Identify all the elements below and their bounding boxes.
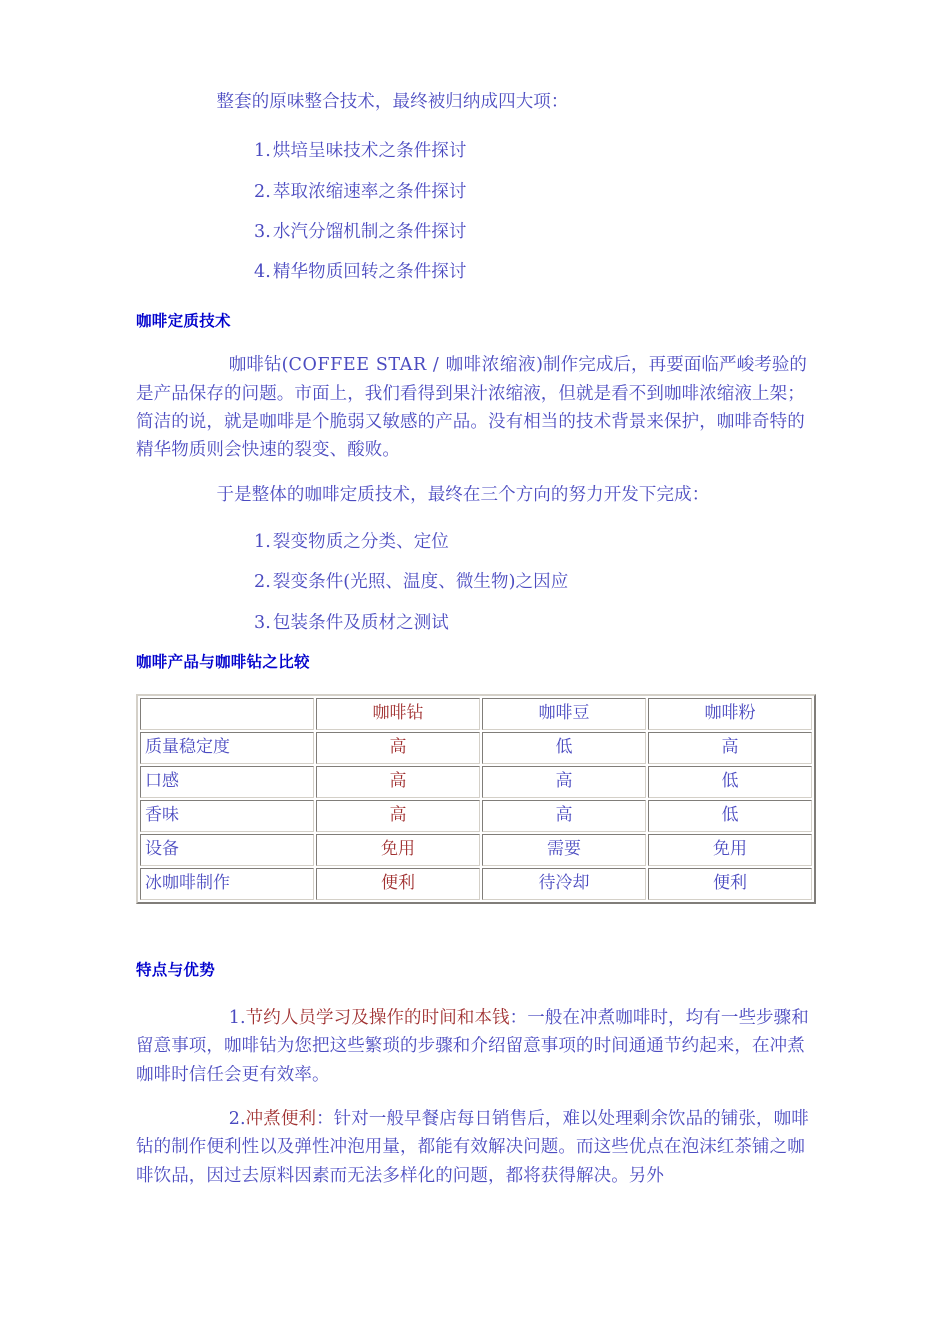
table-row [140, 834, 812, 866]
table-cell: 高 [482, 800, 646, 832]
intro-list [136, 138, 810, 285]
feature-body: ：一般在冲煮咖啡时，均有一些步骤和留意事项，咖啡钻为您把这些繁琐的步骤和介绍留意事项的时间通通节约起来，在冲煮咖啡时信任会更有效率。 [136, 1007, 809, 1085]
feature-paragraph-2 [136, 1105, 810, 1190]
table-header-cell-powder: 咖啡粉 [648, 698, 812, 730]
list-item-label: 包装条件及质材之测试 [272, 612, 449, 633]
table-row-label: 香味 [140, 800, 314, 832]
table-cell: 高 [316, 732, 480, 764]
feature-index: 1. [228, 1007, 246, 1028]
table-cell: 低 [648, 766, 812, 798]
list-item-index: 3. [254, 612, 271, 633]
list-item-index: 2. [254, 181, 271, 202]
section-heading-compare: 咖啡产品与咖啡钻之比较 [136, 652, 310, 671]
list-item-label: 裂变条件(光照、温度、微生物)之因应 [272, 572, 569, 593]
product-english-name: COFFEE STAR / 咖啡浓缩液 [288, 355, 537, 376]
list-item [136, 259, 810, 285]
table-cell: 高 [482, 766, 646, 798]
section-heading-quality: 咖啡定质技术 [136, 312, 231, 331]
table-cell: 高 [316, 800, 480, 832]
feature-title: 节约人员学习及操作的时间和本钱 [245, 1007, 510, 1028]
quality-paragraph-subject: 咖啡钻 [228, 355, 282, 376]
table-row [140, 766, 812, 798]
table-cell: 便利 [648, 868, 812, 900]
table-cell: 低 [482, 732, 646, 764]
table-row [140, 800, 812, 832]
list-item [136, 569, 810, 595]
quality-list [136, 529, 810, 636]
table-cell: 待冷却 [482, 868, 646, 900]
list-item-label: 烘培呈味技术之条件探讨 [272, 141, 467, 162]
table-row [140, 732, 812, 764]
list-item [136, 529, 810, 555]
list-item-index: 1. [254, 532, 271, 553]
feature-index: 2. [228, 1108, 246, 1129]
list-item-index: 2. [254, 572, 271, 593]
list-item-index: 3. [254, 221, 271, 242]
table-row-label: 冰咖啡制作 [140, 868, 314, 900]
list-item-label: 水汽分馏机制之条件探讨 [272, 221, 467, 242]
feature-body: ：针对一般早餐店每日销售后，难以处理剩余饮品的铺张，咖啡钻的制作便利性以及弹性冲泡用量，都能有效解决问题。而这些优点在泡沫红茶铺之咖啡饮品，因过去原料因素而无法多样化的问题，都将获得解决。另外 [136, 1108, 809, 1186]
feature-title: 冲煮便利 [245, 1108, 317, 1129]
table-cell: 便利 [316, 868, 480, 900]
quality-paragraph [136, 351, 810, 464]
table-row [140, 868, 812, 900]
list-item-label: 精华物质回转之条件探讨 [272, 262, 467, 283]
table-cell: 免用 [648, 834, 812, 866]
list-item [136, 179, 810, 205]
table-cell: 高 [648, 732, 812, 764]
comparison-table [136, 694, 816, 904]
intro-lead-paragraph: 整套的原味整合技术，最终被归纳成四大项： [216, 92, 569, 112]
section-heading-features: 特点与优势 [136, 960, 216, 979]
paren-close: ) [536, 355, 544, 376]
list-item [136, 138, 810, 164]
table-row-label: 设备 [140, 834, 314, 866]
table-header-cell-beans: 咖啡豆 [482, 698, 646, 730]
table-header-cell-empty [140, 698, 314, 730]
list-item [136, 610, 810, 636]
list-item [136, 219, 810, 245]
list-item-index: 1. [254, 141, 271, 162]
table-row-label: 口感 [140, 766, 314, 798]
quality-paragraph-rest: 制作完成后，再要面临严峻考验的是产品保存的问题。市面上，我们看得到果汁浓缩液，但就是看不到咖啡浓缩液上架；简洁的说，就是咖啡是个脆弱又敏感的产品。没有相当的技术背景来保护，咖啡奇特的精华物质则会快速的裂变、酸败。 [136, 355, 808, 461]
list-item-label: 裂变物质之分类、定位 [272, 532, 449, 553]
table-cell: 高 [316, 766, 480, 798]
paren-open: ( [281, 355, 289, 376]
feature-paragraph-1 [136, 1004, 810, 1089]
table-row-label: 质量稳定度 [140, 732, 314, 764]
list-item-label: 萃取浓缩速率之条件探讨 [272, 181, 467, 202]
table-cell: 免用 [316, 834, 480, 866]
quality-lead-paragraph: 于是整体的咖啡定质技术，最终在三个方向的努力开发下完成： [216, 484, 710, 505]
list-item-index: 4. [254, 262, 271, 283]
table-header-row [140, 698, 812, 730]
table-cell: 低 [648, 800, 812, 832]
table-header-cell-coffeestar: 咖啡钻 [316, 698, 480, 730]
table-cell: 需要 [482, 834, 646, 866]
